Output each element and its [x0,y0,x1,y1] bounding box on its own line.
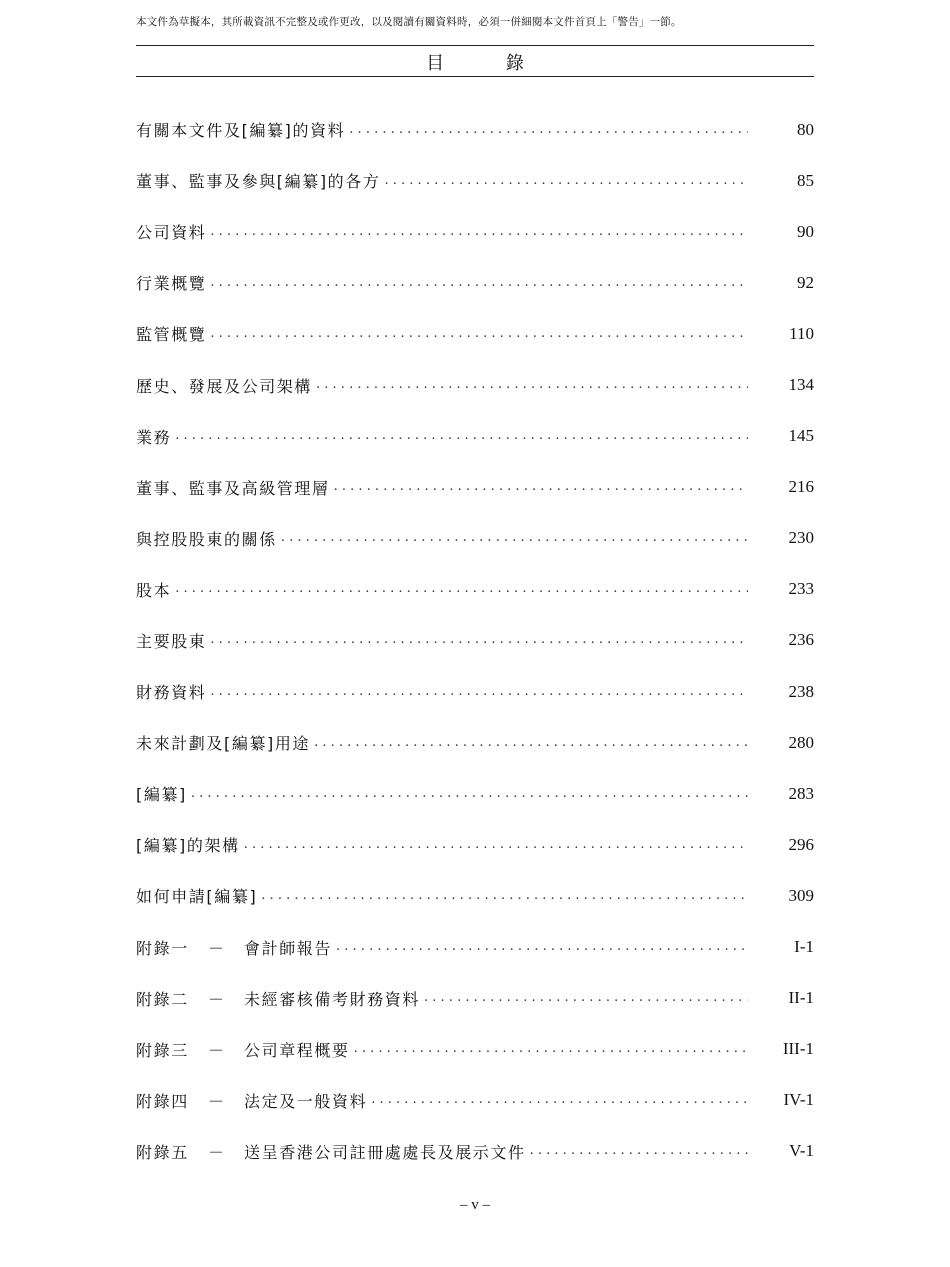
dot-leader [424,990,748,1006]
toc-entry[interactable] [136,666,814,717]
appendix-entry[interactable] [136,922,814,973]
appendix-entry[interactable] [136,1024,814,1075]
toc-entry-label: 未來計劃及[編纂]用途 [136,731,314,754]
appendix-entry[interactable] [136,1075,814,1126]
appendix-page-number: IV-1 [783,1090,814,1110]
toc-page-number: 216 [788,477,814,497]
dot-leader [314,735,748,751]
toc-page-number: 85 [797,170,814,190]
toc-page-number: 280 [788,732,814,752]
appendix-page-number: II-1 [788,988,814,1008]
toc-page-number: 90 [797,221,814,241]
dot-leader [210,684,748,700]
header-bottom-rule [136,76,814,77]
appendix-entry-label-group [136,1038,354,1061]
dot-leader [371,1092,748,1108]
appendix-dash: － [208,1142,226,1162]
dot-leader [210,275,748,291]
appendix-dash: － [208,1040,226,1060]
dot-leader [281,530,748,546]
toc-entry-label: 公司資料 [136,220,210,243]
dot-leader [316,377,748,393]
header-top-rule [136,45,814,46]
toc-entry-label: 與控股股東的關係 [136,527,281,550]
appendix-number: 附錄四 [136,1091,189,1111]
dot-leader [354,1041,748,1057]
appendix-number: 附錄一 [136,938,189,958]
dot-leader [175,581,748,597]
toc-entry-label: 董事、監事及參與[編纂]的各方 [136,169,385,192]
dot-leader [336,939,748,955]
toc-entry[interactable] [136,870,814,921]
appendix-title: 會計師報告 [244,938,333,958]
appendix-entry-label-group [136,1089,371,1112]
appendix-entry[interactable] [136,1126,814,1177]
toc-entry[interactable] [136,513,814,564]
toc-entry-label: [編纂]的架構 [136,833,244,856]
dot-leader [210,326,748,342]
appendix-dash: － [208,1091,226,1111]
toc-entry-label: 有關本文件及[編纂]的資料 [136,118,349,141]
appendix-title: 未經審核備考財務資料 [244,989,421,1009]
toc-page-number: 230 [788,528,814,548]
toc-entry-label: 行業概覽 [136,271,210,294]
toc-entry-label: 監管概覽 [136,322,210,345]
toc-page-number: 110 [789,323,814,343]
toc-page-number: 236 [788,630,814,650]
appendix-entry-label-group [136,987,424,1010]
appendix-number: 附錄二 [136,989,189,1009]
toc-page-number: 309 [788,885,814,905]
appendix-title: 法定及一般資料 [244,1091,368,1111]
toc-page-number: 134 [788,375,814,395]
appendix-dash: － [208,989,226,1009]
toc-entry-label: 主要股東 [136,629,210,652]
appendix-dash: － [208,938,226,958]
dot-leader [261,888,748,904]
toc-entry-label: 如何申請[編纂] [136,884,261,907]
toc-entry-label: [編纂] [136,782,191,805]
toc-page-number: 80 [797,119,814,139]
dot-leader [530,1143,748,1159]
dot-leader [175,428,748,444]
toc-page-number: 238 [788,681,814,701]
dot-leader [349,122,748,138]
toc-page-number: 92 [797,272,814,292]
dot-leader [210,632,748,648]
appendix-number: 附錄五 [136,1142,189,1162]
toc-page-number: 296 [788,834,814,854]
appendix-page-number: V-1 [789,1141,814,1161]
page-number-footer: – v – [460,1197,490,1213]
page-title: 目 錄 [426,53,552,74]
appendix-title: 送呈香港公司註冊處處長及展示文件 [244,1142,526,1162]
dot-leader [244,837,748,853]
toc-page-number: 145 [788,426,814,446]
toc-entry-label: 業務 [136,425,175,448]
toc-page-number: 233 [788,579,814,599]
toc-entry[interactable] [136,155,814,206]
toc-entry[interactable] [136,819,814,870]
appendix-page-number: III-1 [782,1039,814,1059]
toc-entry[interactable] [136,359,814,410]
toc-entry[interactable] [136,206,814,257]
toc-entry[interactable] [136,768,814,819]
toc-entry[interactable] [136,104,814,155]
dot-leader [210,224,748,240]
appendix-entry-label-group [136,936,336,959]
appendix-title: 公司章程概要 [244,1040,350,1060]
toc-entry-label: 董事、監事及高級管理層 [136,476,334,499]
toc-entry-label: 歷史、發展及公司架構 [136,374,316,397]
toc-entry[interactable] [136,564,814,615]
toc-entry[interactable] [136,462,814,513]
toc-entry[interactable] [136,257,814,308]
dot-leader [385,173,749,189]
toc-entry[interactable] [136,717,814,768]
toc-page-number: 283 [788,783,814,803]
appendix-number: 附錄三 [136,1040,189,1060]
toc-entry-label: 財務資料 [136,680,210,703]
appendix-page-number: I-1 [794,937,814,957]
toc-entry-label: 股本 [136,578,175,601]
toc-entry[interactable] [136,411,814,462]
dot-leader [191,786,748,802]
appendix-entry-label-group [136,1140,530,1163]
table-of-contents [136,104,814,1177]
draft-disclaimer: 本文件為草擬本，其所載資訊不完整及或作更改，以及閱讀有關資料時，必須一併細閱本文件首頁上「警告」一節。 [136,16,682,28]
appendix-entry[interactable] [136,973,814,1024]
toc-entry[interactable] [136,615,814,666]
dot-leader [334,479,748,495]
toc-entry[interactable] [136,308,814,359]
